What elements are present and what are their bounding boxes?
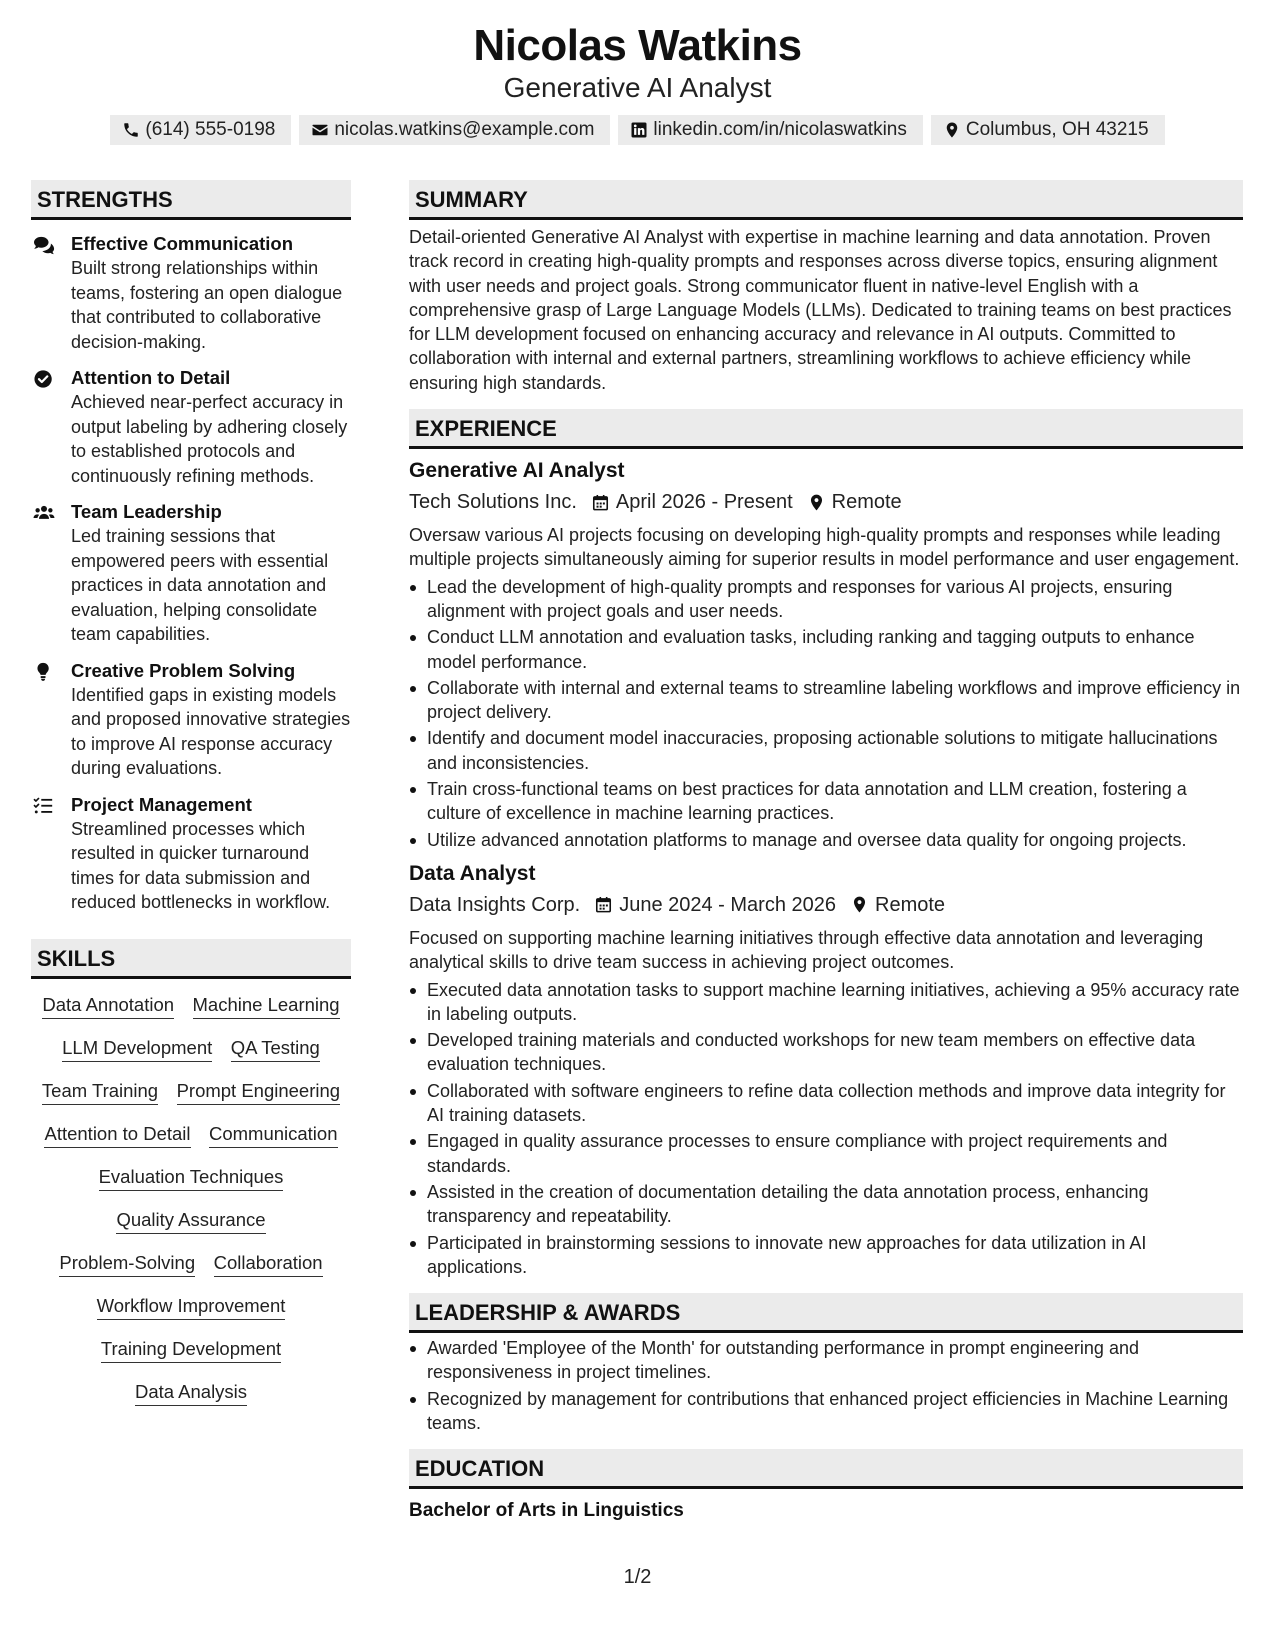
skill-tag: Data Analysis (135, 1380, 247, 1406)
skill-tag: Quality Assurance (116, 1208, 265, 1234)
skills-heading: SKILLS (31, 939, 351, 979)
strength-item (31, 793, 351, 915)
lightbulb-icon (33, 662, 55, 682)
bullet-item: Developed training materials and conducted workshops for new team members on effective data evaluation techniques. (409, 1028, 1243, 1077)
skill-tag: Evaluation Techniques (99, 1165, 284, 1191)
bullet-item: Assisted in the creation of documentation detailing the data annotation process, enhancing transparency and repeatability. (409, 1180, 1243, 1229)
bullet-item: Collaborated with software engineers to refine data collection methods and improve data integrity for AI training datasets. (409, 1079, 1243, 1128)
bullet-item: Participated in brainstorming sessions to innovate new approaches for data utilization in AI applications. (409, 1231, 1243, 1280)
right-column (409, 180, 1243, 1525)
job-meta (409, 487, 1243, 517)
skill-tag: Data Annotation (42, 993, 174, 1019)
strength-description: Identified gaps in existing models and proposed innovative strategies to improve AI response accuracy during evaluations. (71, 684, 351, 778)
education-heading: EDUCATION (409, 1449, 1243, 1489)
skill-tag: Team Training (42, 1079, 158, 1105)
skill-tag: Communication (209, 1122, 338, 1148)
skill-tag: Workflow Improvement (97, 1294, 286, 1320)
strength-description: Led training sessions that empowered peers with essential practices in data annotation and evaluation, helping consolidate team capabilities. (71, 526, 329, 644)
bullet-item: Collaborate with internal and external teams to streamline labeling workflows and improve efficiency in project delivery. (409, 676, 1243, 725)
map-pin-icon (807, 493, 826, 512)
envelope-icon (311, 121, 329, 139)
bullet-item: Lead the development of high-quality prompts and responses for various AI projects, ensuring alignment with project goals and user needs. (409, 575, 1243, 624)
strength-item (31, 366, 351, 488)
skills-list (31, 987, 351, 1417)
contact-bar (0, 115, 1275, 145)
map-pin-icon (943, 121, 961, 139)
job-meta (409, 890, 1243, 920)
contact-linkedin-text: linkedin.com/in/nicolaswatkins (653, 119, 907, 140)
bullet-item: Engaged in quality assurance processes to ensure compliance with project requirements and standards. (409, 1129, 1243, 1178)
experience-heading: EXPERIENCE (409, 409, 1243, 449)
contact-phone[interactable] (110, 115, 291, 145)
skill-tag: Collaboration (214, 1251, 323, 1277)
job-location: Remote (831, 491, 902, 514)
education-degree: Bachelor of Arts in Linguistics (409, 1500, 684, 1522)
skill-tag: Prompt Engineering (177, 1079, 341, 1105)
contact-location (931, 115, 1165, 145)
strength-description: Streamlined processes which resulted in quicker turnaround times for data submission and reduced bottlenecks in workflow. (71, 818, 331, 912)
skill-tag: LLM Development (62, 1036, 212, 1062)
comments-icon (33, 235, 55, 255)
job-dates: June 2024 - March 2026 (619, 893, 837, 916)
job-dates: April 2026 - Present (615, 491, 793, 514)
strengths-heading: STRENGTHS (31, 180, 351, 220)
page-number: 1/2 (623, 1566, 652, 1588)
contact-email-text: nicolas.watkins@example.com (334, 119, 595, 140)
job-description: Focused on supporting machine learning initiatives through effective data annotation and leveraging analytical skills to drive team success in achieving project outcomes. (409, 927, 1204, 973)
job-title: Generative AI Analyst (409, 459, 625, 483)
contact-linkedin[interactable] (618, 115, 922, 145)
skill-tag: Problem-Solving (59, 1251, 195, 1277)
job-company: Data Insights Corp. (409, 893, 581, 916)
bullet-item: Utilize advanced annotation platforms to manage and oversee data quality for ongoing projects. (409, 828, 1243, 852)
bullet-item: Conduct LLM annotation and evaluation tasks, including ranking and tagging outputs to enhance model performance. (409, 625, 1243, 674)
skill-tag: Machine Learning (193, 993, 340, 1019)
check-circle-icon (33, 369, 55, 389)
resume-header (0, 18, 1275, 145)
bullet-item: Executed data annotation tasks to support machine learning initiatives, achieving a 95% accuracy rate in labeling outputs. (409, 978, 1243, 1027)
users-icon (33, 503, 55, 523)
bullet-item: Identify and document model inaccuracies, proposing actionable solutions to mitigate hallucinations and inconsistencies. (409, 726, 1243, 775)
job-title: Data Analyst (409, 861, 536, 885)
skill-tag: Attention to Detail (44, 1122, 190, 1148)
strength-title: Team Leadership (71, 501, 222, 522)
strength-item (31, 232, 351, 354)
task-list-icon (33, 796, 55, 816)
strength-description: Built strong relationships within teams, fostering an open dialogue that contributed to collaborative decision-making. (71, 258, 343, 352)
strength-description: Achieved near-perfect accuracy in output labeling by adhering closely to established protocols and continuously refining methods. (71, 392, 348, 486)
job-description: Oversaw various AI projects focusing on developing high-quality prompts and responses while leading multiple projects simultaneously aiming for superior results in model performance and user engagement. (409, 525, 1240, 570)
leadership-heading: LEADERSHIP & AWARDS (409, 1293, 1243, 1333)
map-pin-icon (850, 895, 869, 914)
contact-email[interactable] (299, 115, 610, 145)
strength-title: Project Management (71, 793, 252, 815)
phone-icon (122, 121, 140, 139)
strength-title: Attention to Detail (71, 367, 231, 388)
job-entry (409, 457, 1243, 852)
candidate-title: Generative AI Analyst (503, 72, 772, 103)
bullet-item: Train cross-functional teams on best practices for data annotation and LLM creation, fostering a culture of excellence in machine learning practices. (409, 777, 1243, 826)
job-location: Remote (875, 893, 946, 916)
job-company: Tech Solutions Inc. (409, 491, 577, 514)
skill-tag: Training Development (101, 1337, 281, 1363)
bullet-item: Awarded 'Employee of the Month' for outstanding performance in prompt engineering and responsiveness in project timelines. (409, 1336, 1243, 1385)
linkedin-icon (630, 121, 648, 139)
skill-tag: QA Testing (231, 1036, 320, 1062)
strength-item (31, 659, 351, 781)
job-bullets (409, 575, 1243, 852)
job-entry (409, 860, 1243, 1279)
calendar-icon (591, 493, 610, 512)
summary-text: Detail-oriented Generative AI Analyst with expertise in machine learning and data annotation. Proven track record in creating high-quality prompts and responses across diverse topics, ensuring alignment with user needs and project goals. Strong communicator fluent in native-level English with a comprehensive grasp of Large Language Models (LLMs). Dedicated to training teams on best practices for LLM development focused on enhancing accuracy and relevance in AI outputs. Committed to collaboration with internal and external partners, streamlining workflows to achieve efficiency while ensuring high standards. (409, 227, 1232, 393)
leadership-bullets (409, 1336, 1243, 1435)
contact-phone-text: (614) 555-0198 (145, 119, 276, 140)
job-bullets (409, 978, 1243, 1280)
calendar-icon (594, 895, 613, 914)
bullet-item: Recognized by management for contributions that enhanced project efficiencies in Machine Learning teams. (409, 1387, 1243, 1436)
summary-heading: SUMMARY (409, 180, 1243, 220)
candidate-name: Nicolas Watkins (473, 21, 802, 70)
contact-location-text: Columbus, OH 43215 (965, 119, 1149, 140)
strength-title: Creative Problem Solving (71, 659, 296, 681)
strength-item (31, 500, 351, 647)
left-column (31, 180, 351, 1417)
strength-title: Effective Communication (71, 233, 294, 254)
